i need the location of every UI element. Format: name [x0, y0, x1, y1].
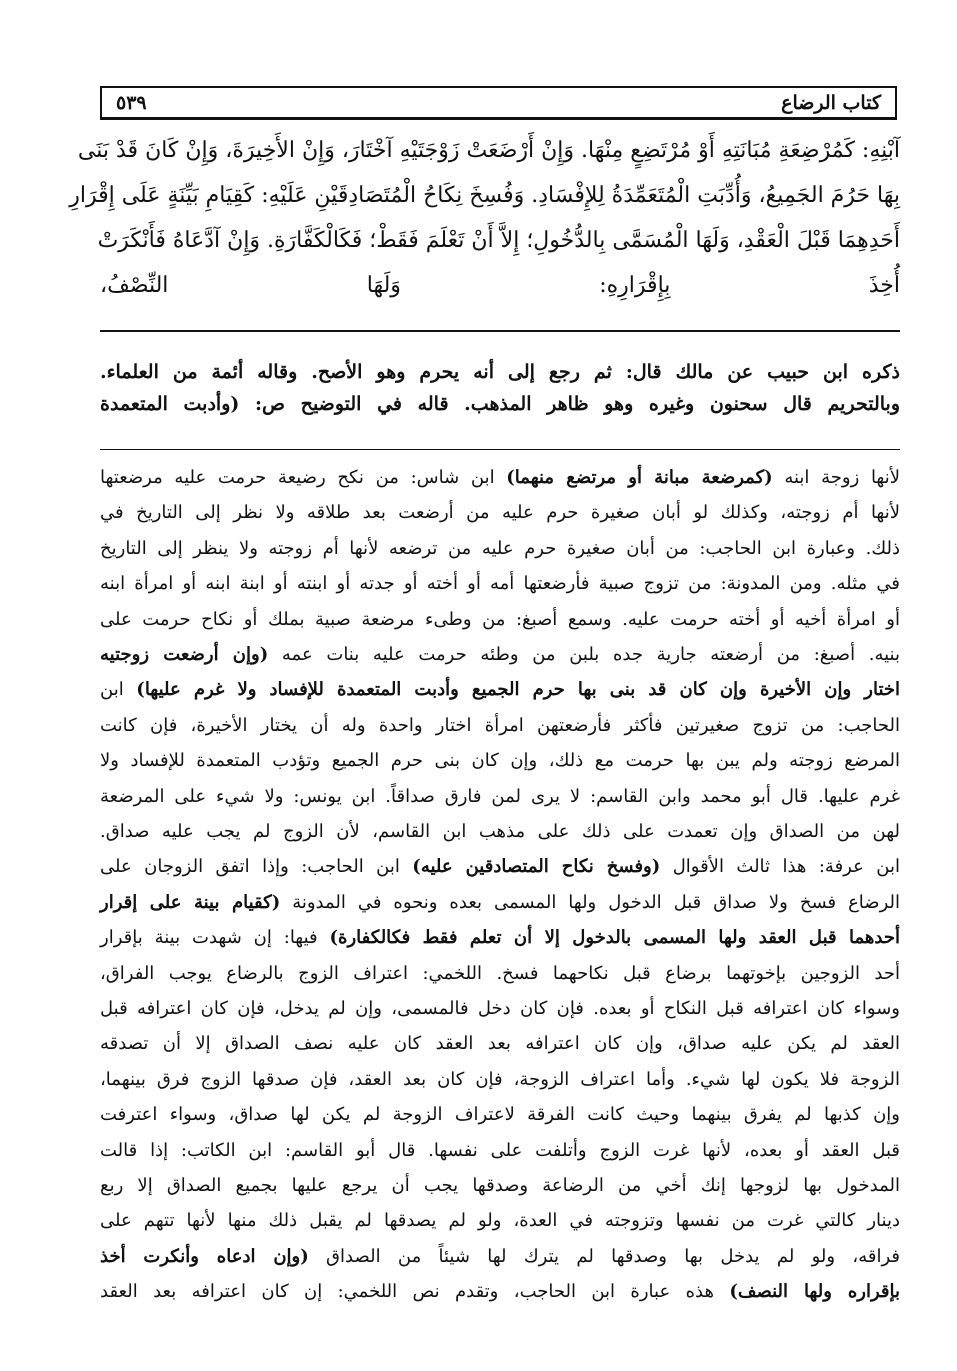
commentary-line — [100, 743, 900, 778]
commentary-line — [100, 814, 900, 849]
commentary-line — [100, 1274, 900, 1309]
commentary-line — [100, 956, 900, 991]
commentary-text-segment: الزوجة فلا يكون لها شيء. وأما اعتراف الزوجة، فإن كان بعد العقد، فإن صدقها الزوج فرق بينهما، — [100, 1068, 900, 1090]
main-text-line: بِهَا حَرُمَ الجَمِيعُ، وَأُدِّبَتِ الْمُتَعَمِّدَةُ لِلإِفْسَادِ. وَفُسِخَ نِكَاحُ الْمُتَصَادِقَيْنِ عَلَيْهِ: كَقِيَامِ بَيِّنَةٍ عَلَى إِقْرَارِ — [69, 183, 900, 208]
page-header — [100, 86, 897, 120]
commentary-line — [100, 779, 900, 814]
commentary-text-segment: في مثله. ومن المدونة: من تزوج صبية فأرضعتها أمه أو أخته أو جدته أو ابنته أو ابنة ابنه أو امرأة ابنه — [100, 573, 900, 595]
quoted-matn-text: (كمرضعة مبانة أو مرتضع منهما) — [506, 467, 773, 488]
commentary-text-segment: ابن شاس: من نكح رضيعة حرمت عليه مرضعتها — [100, 467, 507, 488]
commentary-line — [100, 566, 900, 601]
quoted-matn-text: (وإن ادعاه وأنكرت أخذ — [100, 1245, 309, 1267]
commentary-text-segment: المدخول بها لزوجها إنك أخي من الرضاعة وصدقها يجب أن يرجع عليها بجميع الصداق إلا ربع — [100, 1175, 900, 1196]
commentary-text-segment: ابن الحاجب: وإذا اتفق الزوجان على — [100, 856, 413, 878]
commentary-text-segment: فيها: إن شهدت بينة بإقرار — [100, 927, 330, 949]
page-number: ٥٣٩ — [116, 91, 147, 114]
commentary-text-segment: قبل العقد أو بعده، لأنها غرت الزوج وأتلفت على نفسها. قال أبو القاسم: ابن الكاتب: إذا قالت — [100, 1139, 900, 1161]
commentary-text-segment: وإن كذبها لم يفرق بينهما وحيث كانت الفرقة لاعتراف الزوجة لم يكن لها صداق، وسواء اعترفت — [100, 1104, 900, 1126]
quoted-matn-text: بإقراره ولها النصف) — [729, 1281, 900, 1303]
commentary-text-segment: لهن من الصداق وإن تعمدت على ذلك على مذهب ابن القاسم، لأن الزوج لم يجب عليه صداق. — [100, 821, 900, 842]
commentary-text-segment: بنيه. أصبغ: من أرضعته جارية جده بلبن من وطئه حرمت عليه بنات عمه — [268, 644, 901, 665]
quoted-matn-text: اختار وإن الأخيرة وإن كان قد بنى بها حرم الجميع وأدبت المتعمدة للإفساد ولا غرم عليها) — [136, 679, 901, 701]
commentary-text-segment: هذه عبارة ابن الحاجب، وتقدم نص اللخمي: إن كان اعترافه بعد العقد — [100, 1281, 730, 1303]
commentary-text-segment: ابن عرفة: هذا ثالث الأقوال — [660, 856, 901, 878]
commentary-text-segment: أو امرأة أخيه أو أخته حرمت عليه. وسمع أصبغ: من وطىء مرضعة صبية بملك أو نكاح حرمت على — [100, 608, 900, 630]
divider — [100, 330, 900, 332]
commentary-text-segment: الحاجب: من تزوج صغيرتين فأكثر فأرضعتهن امرأة اختار واحدة وله أن يختار الأخيرة، فإن كانت — [100, 714, 900, 736]
commentary-line — [100, 708, 900, 743]
commentary-text-segment: ذلك. وعبارة ابن الحاجب: من أبان صغيرة حرم عليه من ترضعه لأنها أم زوجته ولا ينظر إلى التاريخ — [100, 537, 900, 559]
commentary-text-segment: لأنها أم زوجته، وكذلك لو أبان صغيرة حرم عليه من أرضعت بعد طلاقه ولا نظر إلى التاريخ في — [100, 502, 900, 524]
commentary-line — [100, 1133, 900, 1168]
commentary-line — [100, 885, 900, 920]
commentary-text-segment: ابن — [100, 679, 137, 701]
commentary-line — [100, 495, 900, 530]
commentary-text-segment: فراقه، ولو لم يدخل بها وصدقها لم يترك لها شيئاً من الصداق — [308, 1245, 900, 1267]
commentary-line — [100, 1097, 900, 1132]
quoted-matn-text: (وإن أرضعت زوجتيه — [100, 644, 269, 665]
commentary-line — [100, 672, 900, 707]
commentary-text-segment: غرم عليها. قال أبو محمد وابن القاسم: لا يرى لمن فارق صداقاً. ابن يونس: ولا شيء على المرضعة — [100, 785, 900, 807]
commentary-line — [100, 920, 900, 955]
commentary-line — [100, 602, 900, 637]
commentary-line — [100, 637, 900, 672]
commentary-text-segment: وسواء كان اعترافه قبل النكاح أو بعده. فإن كان دخل فالمسمى، وإن لم يدخل، فإن كان اعترافه قبل — [100, 998, 900, 1019]
commentary-text-segment: أحد الزوجين بإخوتهما برضاع قبل نكاحهما فسخ. اللخمي: اعتراف الزوج بالرضاع يوجب الفراق، — [100, 962, 900, 984]
quoted-matn-text: أحدهما قبل العقد ولها المسمى بالدخول إلا أن تعلم فقط فكالكفارة) — [329, 927, 900, 949]
chapter-title: كتاب الرضاع — [781, 91, 881, 114]
main-text-line: آبْنِهِ: كَمُرْضِعَةِ مُبَانَتِهِ أَوْ مُرْتَضِعٍ مِنْهَا. وَإِنْ أَرْضَعَتْ زَوْجَتَيْهِ آخْتَارَ، وَإِنْ الأَخِيرَةَ، وَإِنْ كَانَ قَدْ بَنَى — [77, 138, 900, 163]
commentary-line — [100, 1026, 900, 1061]
quoted-matn-text: (وفسخ نكاح المتصادقين عليه) — [412, 856, 661, 878]
commentary-line — [100, 531, 900, 566]
commentary-line — [100, 460, 900, 495]
main-text-line: أَحَدِهِمَا قَبْلَ الْعَقْدِ، وَلَهَا الْمُسَمَّى بِالدُّخُولِ؛ إِلاَّ أَنْ تَعْلَمَ فَقَطْ؛ فَكَالْكَفَّارَةِ. وَإِنْ آدَّعَاهُ فَأَنْكَرَتْ — [97, 228, 900, 253]
commentary-text-segment: الرضاع فسخ ولا صداق قبل الدخول ولها المسمى بعده ونحوه في المدونة — [280, 891, 900, 913]
commentary-line — [100, 1168, 900, 1203]
divider — [100, 449, 900, 450]
commentary-line — [100, 1203, 900, 1238]
commentary-text-segment: المرضع زوجته ولم يبن بها حرمت مع ذلك، وإن كان بنى حرم الجميع وتؤدب المتعمدة للإفساد ولا — [100, 750, 900, 772]
commentary-line — [100, 991, 900, 1026]
commentary-line — [100, 1239, 900, 1274]
commentary-text-segment: العقد لم يكن عليه صداق، وإن كان اعترافه بعد العقد كان عليه نصف الصداق إلا أن تصدقه — [100, 1033, 900, 1055]
main-text-line: أُخِذَ بِإِقْرَارِهِ: وَلَهَا النِّصْفُ، — [100, 273, 900, 298]
commentary-text-segment: لأنها زوجة ابنه — [772, 467, 901, 488]
footnote-line: ذكره ابن حبيب عن مالك قال: ثم رجع إلى أنه يحرم وهو الأصح. وقاله أئمة من العلماء. — [100, 361, 900, 383]
commentary-text-segment: دينار كالتي غرت من نفسها وتزوجته في العدة، ولو لم يصدقها لم يقبل ذلك منها لأنها تتهم على — [100, 1210, 900, 1232]
footnote-line: وبالتحريم قال سحنون وغيره وهو ظاهر المذهب. قاله في التوضيح ص: (وأدبت المتعمدة — [100, 393, 900, 415]
commentary-line — [100, 1062, 900, 1097]
quoted-matn-text: (كقيام بينة على إقرار — [100, 891, 281, 913]
commentary-line — [100, 849, 900, 884]
